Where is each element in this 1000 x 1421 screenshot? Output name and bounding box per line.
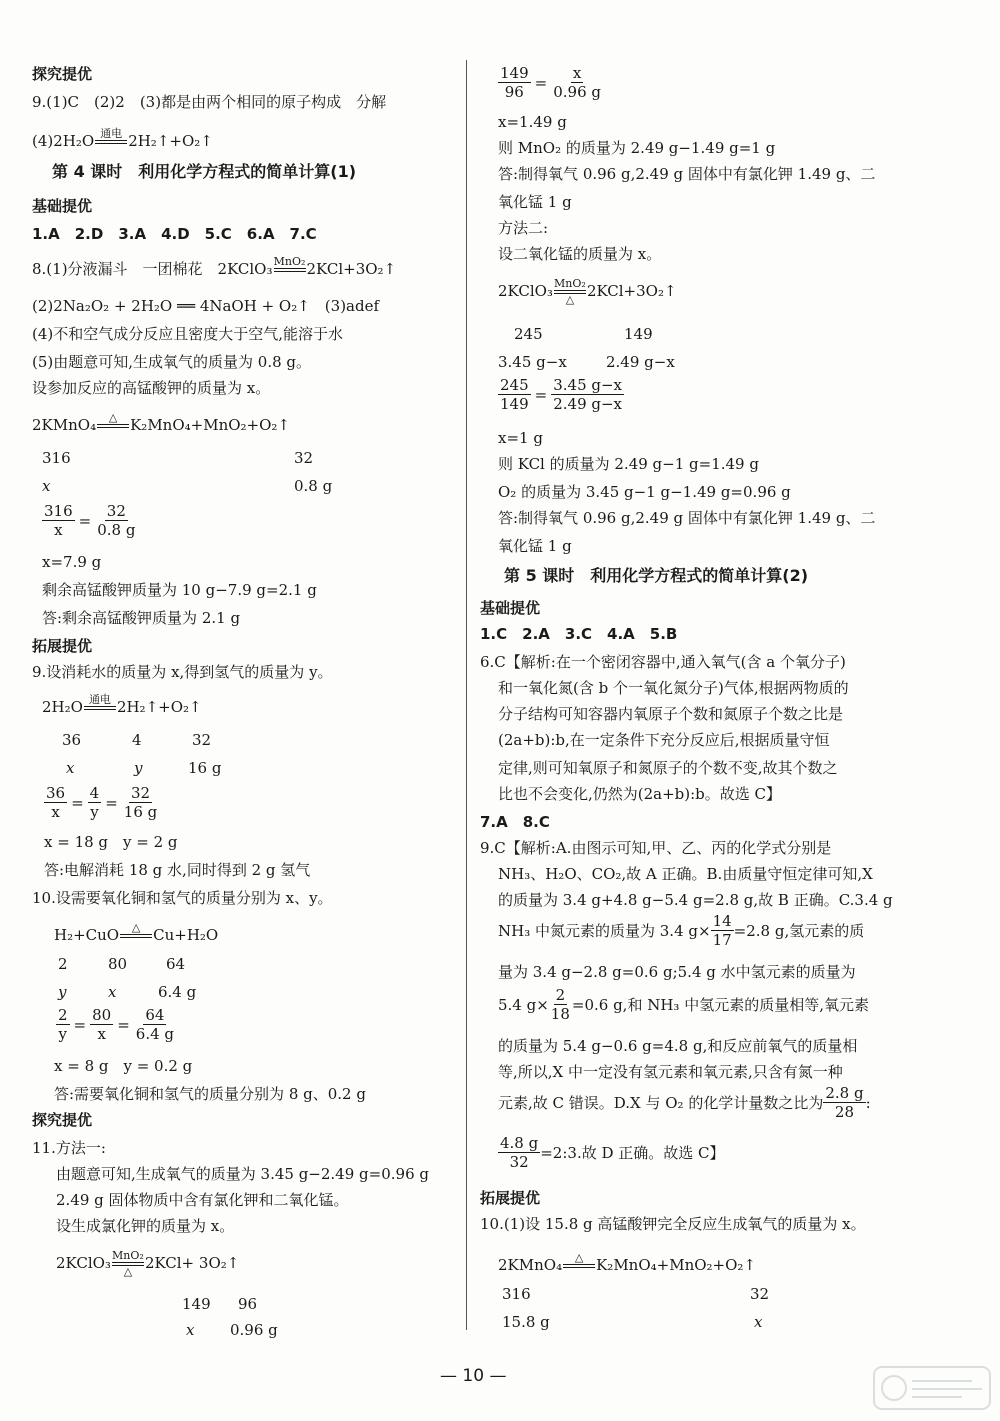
section-heading: 探究提优 [32,65,93,83]
given-mass: 6.4 g [158,983,197,1001]
reaction-condition: MnO₂ △ [112,1249,144,1278]
answer-line: 方法二: [498,219,549,237]
eq-right: 2H₂↑+O₂↑ [128,132,213,150]
answer-line: 由题意可知,生成氧气的质量为 3.45 g−2.49 g=0.96 g [56,1165,429,1183]
proportion: $\frac{2}{y}$ = $\frac{80}{x}$ = $\frac{64}{6.4 g}$ [58,1006,175,1043]
reaction-condition: 通电 [84,694,116,722]
equation: H₂+CuO △ Cu+H₂O [54,922,218,950]
result: x=1.49 g [498,113,567,131]
answer-line: 答:需要氧化铜和氢气的质量分别为 8 g、0.2 g [54,1085,366,1103]
equation: 8.(1)分液漏斗 一团棉花 2KClO₃ MnO₂ 2KCl+3O₂↑ [32,256,396,284]
answer-line: 答:制得氧气 0.96 g,2.49 g 固体中有氯化钾 1.49 g、二 [498,509,876,527]
mass-ratio: 149 [182,1295,211,1313]
section-heading: 基础提优 [32,197,93,215]
answer-line: 9.设消耗水的质量为 x,得到氢气的质量为 y。 [32,663,333,681]
explanation-line: 定律,则可知氧原子和氮原子的个数不变,故其个数之 [498,759,838,777]
mass-ratio: 32 [294,449,314,467]
explanation-line: 比也不会变化,仍然为(2a+b):b。故选 C】 [498,785,782,803]
lesson-title: 第 5 课时 利用化学方程式的简单计算(2) [504,566,809,585]
section-heading: 拓展提优 [32,637,93,655]
answer-line: (4)不和空气成分反应且密度大于空气,能溶于水 [32,325,344,343]
answer-line: 9.(1)C (2)2 (3)都是由两个相同的原子构成 分解 [32,93,387,111]
section-heading: 探究提优 [32,1111,93,1129]
answer-line: 氧化锰 1 g [498,537,572,555]
reaction-condition: △ [120,922,152,950]
answer-line: 7.A 8.C [480,813,550,831]
equation [32,128,213,156]
explanation-line: 元素,故 C 错误。D.X 与 O₂ 的化学计量数之比为 2.8 g 28 : [498,1084,871,1121]
mass-ratio: 316 [42,449,71,467]
reaction-condition: △ [563,1252,595,1280]
mass-ratio: 80 [108,955,128,973]
result: x = 8 g y = 0.2 g [54,1057,193,1075]
answer-line: 10.(1)设 15.8 g 高锰酸钾完全反应生成氧气的质量为 x。 [480,1215,866,1233]
result: x = 18 g y = 2 g [44,833,178,851]
equation: 2KMnO₄ △ K₂MnO₄+MnO₂+O₂↑ [32,412,290,440]
answer-line: 11.方法一: [32,1139,106,1157]
given-mass: 16 g [188,759,222,777]
explanation-line: 6.C【解析:在一个密闭容器中,通入氧气(含 a 个氧分子) [480,653,846,671]
explanation-line: 的质量为 3.4 g+4.8 g−5.4 g=2.8 g,故 B 正确。C.3.4 g [498,891,893,909]
explanation-line: 的质量为 5.4 g−0.6 g=4.8 g,和反应前氧气的质量相 [498,1037,858,1055]
mass-ratio: 149 [624,325,653,343]
answer-line: 答:剩余高锰酸钾质量为 2.1 g [42,609,241,627]
equation: 2H₂O 通电 2H₂↑+O₂↑ [42,694,202,722]
equation: 2KClO₃ MnO₂ △ 2KCl+ 3O₂↑ [56,1249,240,1278]
mass-ratio: 2 [58,955,68,973]
answer-line: 剩余高锰酸钾质量为 10 g−7.9 g=2.1 g [42,581,317,599]
explanation-line: 量为 3.4 g−2.8 g=0.6 g;5.4 g 水中氢元素的质量为 [498,963,856,981]
answer-line: 答:电解消耗 18 g 水,同时得到 2 g 氢气 [44,861,311,879]
section-heading: 拓展提优 [480,1189,541,1207]
unknown: x [186,1321,195,1339]
mass-ratio: 4 [132,731,142,749]
explanation-line: $\frac{4.8 g}{32}$ =2:3.故 D 正确。故选 C】 [500,1134,725,1171]
equation: 2KClO₃ MnO₂ △ 2KCl+3O₂↑ [498,277,677,306]
answer-line: (5)由题意可知,生成氧气的质量为 0.8 g。 [32,353,312,371]
explanation-line: (2a+b):b,在一定条件下充分反应后,根据质量守恒 [498,731,830,749]
mass-ratio: 32 [192,731,212,749]
mass-ratio: 245 [514,325,543,343]
mass-ratio: 36 [62,731,82,749]
reaction-condition: 通电 [95,128,127,156]
explanation-line: 等,所以,X 中一定没有氢元素和氧元素,只含有氮一种 [498,1063,843,1081]
proportion: $\frac{36}{x}$ = $\frac{4}{y}$ = $\frac{32}{16 g}$ [46,784,158,821]
answer-line: 设二氧化锰的质量为 x。 [498,245,662,263]
unknown: 2.49 g−x [606,353,675,371]
equation: 2KMnO₄ △ K₂MnO₄+MnO₂+O₂↑ [498,1252,756,1280]
given-mass: 0.96 g [230,1321,278,1339]
answer-line: 答:制得氧气 0.96 g,2.49 g 固体中有氯化钾 1.49 g、二 [498,165,876,183]
explanation-line: 分子结构可知容器内氧原子个数和氮原子个数之比是 [498,705,844,723]
answer-line: (2)2Na₂O₂ + 2H₂O ══ 4NaOH + O₂↑ (3)adef [32,297,380,315]
given-mass: 0.8 g [294,477,333,495]
proportion: $\frac{245}{149}$ = $\frac{3.45 g-x}{2.49 g-x}$ [500,376,623,413]
explanation-line: 和一氧化氮(含 b 个一氧化氮分子)气体,根据两物质的 [498,679,849,697]
unknown: y [134,759,143,777]
given-mass: 15.8 g [502,1313,550,1331]
proportion: $\frac{316}{x}$ = $\frac{32}{0.8 g}$ [44,502,136,539]
lesson-title: 第 4 课时 利用化学方程式的简单计算(1) [52,162,357,181]
unknown: x [754,1313,763,1331]
unknown: 3.45 g−x [498,353,567,371]
mass-ratio: 96 [238,1295,258,1313]
answer-line: 设生成氯化钾的质量为 x。 [56,1217,235,1235]
explanation-line: NH₃ 中氮元素的质量为 3.4 g× $\frac{14}{17}$ =2.8 g,氢元素的质 [498,912,865,949]
answer-line: 10.设需要氧化铜和氢气的质量分别为 x、y。 [32,889,333,907]
column-divider [466,60,467,1330]
answer-line: 1.A 2.D 3.A 4.D 5.C 6.A 7.C [32,225,317,243]
eq-left: (4)2H₂O [32,132,95,150]
page-number: — 10 — [440,1366,507,1386]
unknown: y [58,983,67,1001]
unknown: x [42,477,51,495]
unknown: x [66,759,75,777]
answer-line: 则 KCl 的质量为 2.49 g−1 g=1.49 g [498,455,759,473]
unknown: x [108,983,117,1001]
answer-line: 设参加反应的高锰酸钾的质量为 x。 [32,379,271,397]
reaction-condition: △ [97,412,129,440]
mass-ratio: 64 [166,955,186,973]
explanation-line: 5.4 g× $\frac{2}{18}$ =0.6 g,和 NH₃ 中氢元素的质量相等,氧元素 [498,986,869,1023]
explanation-line: NH₃、H₂O、CO₂,故 A 正确。B.由质量守恒定律可知,X [498,865,873,883]
reaction-condition: MnO₂ △ [554,277,586,306]
answer-line: 则 MnO₂ 的质量为 2.49 g−1.49 g=1 g [498,139,776,157]
mass-ratio: 32 [750,1285,770,1303]
section-heading: 基础提优 [480,599,541,617]
result: x=7.9 g [42,553,102,571]
watermark-logo [872,1363,992,1413]
result: x=1 g [498,429,543,447]
answer-line: 2.49 g 固体物质中含有氯化钾和二氧化锰。 [56,1191,349,1209]
mass-ratio: 316 [502,1285,531,1303]
proportion: $\frac{149}{96}$ = $\frac{x}{0.96 g}$ [500,64,601,101]
answer-line: 氧化锰 1 g [498,193,572,211]
reaction-condition: MnO₂ [274,256,306,284]
explanation-line: 9.C【解析:A.由图示可知,甲、乙、丙的化学式分别是 [480,839,832,857]
answer-line: O₂ 的质量为 3.45 g−1 g−1.49 g=0.96 g [498,483,791,501]
answer-line: 1.C 2.A 3.C 4.A 5.B [480,625,678,643]
